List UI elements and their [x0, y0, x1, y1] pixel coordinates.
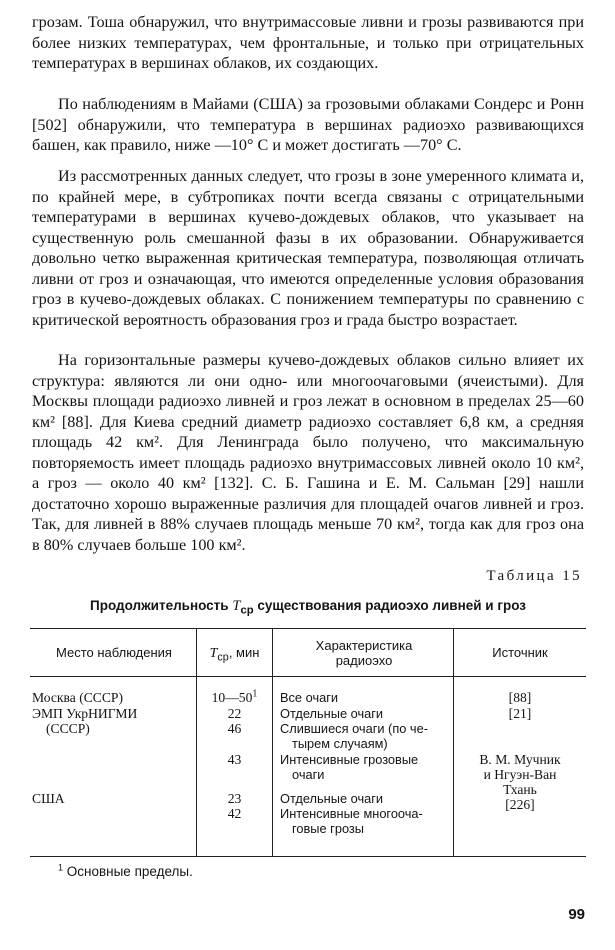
- place-cell: ЭМП УкрНИГМИ: [32, 706, 138, 721]
- characteristic-cell: Отдельные очаги: [280, 706, 384, 721]
- characteristic-cell: тырем случаям): [292, 736, 388, 751]
- duration-cell: 22: [227, 706, 242, 721]
- paragraph-4: На горизонтальные размеры кучево-дождевых облаков сильно влияет их структура: являются ли они одно- или многоочаговыми (ячеистыми). Для Москвы площади радиоэхо ливней и гроз лежат в основном в пределах 25—60 км² [88]. Для Киева средний диаметр радиоэхо составляет 6,8 км, а средняя площадь 42 км². Для Ленинграда было получено, что максимальную повторяемость имеет площадь радиоэхо внутримассовых ливней около 10 км², а гроз — около 40 км² [132]. С. Б. Гашина и Е. М. Сальман [29] нашли достаточно хорошо выраженные различия для площадей очагов ливней и гроз. Так, для ливней в 88% случаев площадь меньше 70 км², тогда как для гроз она в 80% случаев больше 100 км².: [32, 351, 584, 554]
- duration-cell: 42: [227, 806, 242, 821]
- place-cell: (СССР): [46, 721, 90, 736]
- characteristic-cell: Все очаги: [280, 690, 339, 705]
- table-title: Продолжительность $T_{ср}$ существования радиоэхо ливней и гроз: [90, 598, 526, 617]
- page-number: 99: [568, 906, 585, 923]
- characteristic-cell: Слившиеся очаги (по че-: [280, 721, 428, 736]
- source-cell: [226]: [505, 797, 535, 812]
- paragraph-1: грозам. Тоша обнаружил, что внутримассовые ливни и грозы развиваются при более низких температурах, чем фронтальные, и только при отрицательных температурах в вершинах облаков, их создающих.: [32, 13, 584, 72]
- table-bottom-rule: [30, 856, 586, 857]
- duration-cell: 23: [227, 791, 242, 806]
- header-place: Место наблюдения: [56, 645, 172, 660]
- source-cell: [21]: [508, 706, 532, 721]
- characteristic-cell: Отдельные очаги: [280, 791, 384, 806]
- footnote: $^1$ Основные пределы.: [58, 862, 193, 879]
- header-characteristic: Характеристика радиоэхо: [315, 638, 413, 668]
- column-divider: [453, 628, 454, 856]
- source-cell: Тхань: [503, 782, 537, 797]
- paragraph-3: Из рассмотренных данных следует, что грозы в зоне умеренного климата и, по крайней мере, в субтропиках почти всегда связаны с отрицательными температурами в вершинах кучево-дождевых облаков, что указывает на существенную роль смешанной фазы в их образовании. Обнаруживается довольно четко выраженная критическая температура, позволяющая отличать ливни от гроз и означающая, что имеются определенные условия образования гроз в кучево-дождевых облаках. С понижением температуры по сравнению с критической вероятность образования гроз и града быстро возрастает.: [32, 167, 584, 329]
- duration-cell: $10—50^1$: [211, 688, 258, 705]
- table-top-rule: [30, 628, 586, 629]
- place-cell: США: [32, 791, 65, 806]
- characteristic-cell: говые грозы: [292, 821, 364, 836]
- place-cell: Москва (СССР): [32, 690, 124, 705]
- header-source: Источник: [492, 645, 548, 660]
- header-duration: $T_{ср}$, мин: [209, 645, 260, 664]
- table-label: Таблица 15: [486, 568, 582, 584]
- column-divider: [272, 628, 273, 856]
- duration-cell: 43: [227, 752, 242, 767]
- paragraph-2: По наблюдениям в Майами (США) за грозовыми облаками Сондерс и Ронн [502] обнаружили, что температура в вершинах радиоэхо развивающихся башен, как правило, ниже —10° С и может достигать —70° С.: [32, 95, 584, 154]
- source-cell: [88]: [508, 690, 532, 705]
- table-header-rule: [30, 676, 586, 677]
- source-cell: и Нгуэн-Ван: [483, 767, 557, 782]
- duration-cell: 46: [227, 721, 242, 736]
- characteristic-cell: Интенсивные грозовые: [280, 752, 419, 767]
- characteristic-cell: Интенсивные многоочa-: [280, 806, 423, 821]
- characteristic-cell: очаги: [292, 767, 325, 782]
- source-cell: В. М. Мучник: [479, 752, 561, 767]
